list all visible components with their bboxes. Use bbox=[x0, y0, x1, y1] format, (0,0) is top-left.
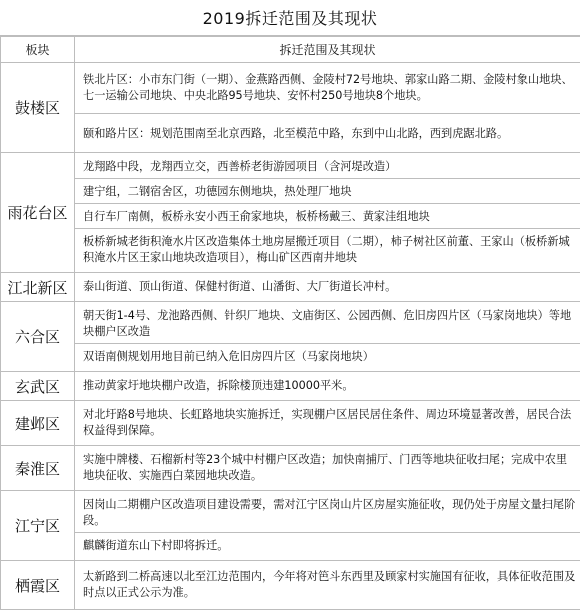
scope-item: 泰山街道、顶山街道、保健村街道、山潘街、大厂街道长冲村。 bbox=[83, 276, 576, 298]
table-row bbox=[1, 153, 580, 273]
scope-cell bbox=[75, 491, 580, 561]
scope-item: 板桥新城老街积淹水片区改造集体土地房屋搬迁项目（二期），柿子树社区前董、王家山（板桥新城积淹水片区王家山地块改造项目），梅山矿区西南井地块 bbox=[75, 228, 580, 269]
scope-item: 朝天街1-4号、龙池路西侧、针织厂地块、文庙街区、公园西侧、危旧房四片区（马家岗地块）等地块棚户区改造 bbox=[83, 305, 576, 343]
table-row bbox=[1, 302, 580, 372]
region-name: 秦淮区 bbox=[1, 446, 75, 491]
column-header-region: 板块 bbox=[1, 37, 75, 63]
scope-item: 龙翔路中段，龙翔西立交，西善桥老街游园项目（含河堤改造） bbox=[83, 156, 576, 178]
scope-cell bbox=[75, 273, 580, 302]
scope-item: 太新路到二桥高速以北至江边范围内，今年将对笆斗东西里及顾家村实施国有征收，具体征收范围及时点以正式公示为准。 bbox=[83, 566, 576, 604]
scope-item: 自行车厂南侧，板桥永安小西王俞家地块，板桥杨戴三、黄家洼组地块 bbox=[75, 203, 580, 228]
scope-item: 麒麟街道东山下村即将拆迁。 bbox=[75, 532, 580, 557]
scope-cell bbox=[75, 63, 580, 153]
table-body bbox=[1, 63, 580, 610]
region-name: 鼓楼区 bbox=[1, 63, 75, 153]
scope-item: 双语南侧规划用地目前已纳入危旧房四片区（马家岗地块） bbox=[75, 343, 580, 368]
scope-cell bbox=[75, 302, 580, 372]
table-row bbox=[1, 491, 580, 561]
region-name: 玄武区 bbox=[1, 372, 75, 401]
region-name: 江宁区 bbox=[1, 491, 75, 561]
column-header-scope: 拆迁范围及其现状 bbox=[75, 37, 580, 63]
scope-cell bbox=[75, 153, 580, 273]
demolition-table bbox=[0, 36, 580, 610]
page-title: 2019拆迁范围及其现状 bbox=[0, 0, 580, 36]
scope-item: 对北圩路8号地块、长虹路地块实施拆迁，实现棚户区居民居住条件、周边环境显著改善，居民合法权益得到保障。 bbox=[83, 404, 576, 442]
table-header-row bbox=[1, 37, 580, 63]
region-name: 建邺区 bbox=[1, 401, 75, 446]
scope-item: 建宁组，二钢宿舍区，功德园东侧地块，热处理厂地块 bbox=[75, 178, 580, 203]
scope-item: 实施中牌楼、石榴新村等23个城中村棚户区改造；加快南捕厅、门西等地块征收扫尾；完成中农里地块征收、实施西白菜园地块改造。 bbox=[83, 449, 576, 487]
table-row bbox=[1, 446, 580, 491]
table-row bbox=[1, 401, 580, 446]
scope-cell bbox=[75, 561, 580, 610]
region-name: 雨花台区 bbox=[1, 153, 75, 273]
table-row bbox=[1, 63, 580, 153]
table-row bbox=[1, 372, 580, 401]
scope-item: 铁北片区：小市东门街（一期）、金燕路西侧、金陵村72号地块、郭家山路二期、金陵村象山地块、七一运输公司地块、中央北路95号地块、安怀村250号地块8个地块。 bbox=[83, 63, 576, 113]
region-name: 六合区 bbox=[1, 302, 75, 372]
region-name: 江北新区 bbox=[1, 273, 75, 302]
scope-item: 颐和路片区：规划范围南至北京西路，北至模范中路，东到中山北路，西到虎踞北路。 bbox=[75, 113, 580, 152]
scope-cell bbox=[75, 401, 580, 446]
scope-cell bbox=[75, 372, 580, 401]
table-row bbox=[1, 561, 580, 610]
region-name: 栖霞区 bbox=[1, 561, 75, 610]
scope-item: 推动黄家圩地块棚户改造，拆除楼顶违建10000平米。 bbox=[83, 375, 576, 397]
scope-item: 因岗山二期棚户区改造项目建设需要，需对江宁区岗山片区房屋实施征收，现仍处于房屋文量扫尾阶段。 bbox=[83, 494, 576, 532]
scope-cell bbox=[75, 446, 580, 491]
table-row bbox=[1, 273, 580, 302]
